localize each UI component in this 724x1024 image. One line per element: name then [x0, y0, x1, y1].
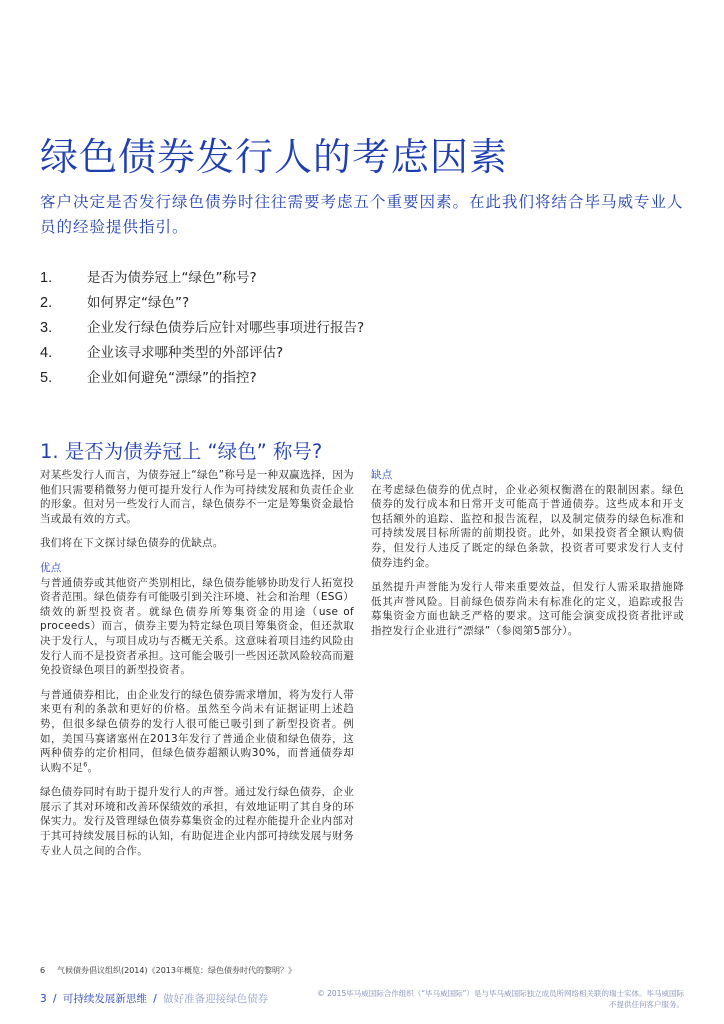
question-list — [40, 266, 688, 391]
list-number: 4. — [40, 345, 53, 361]
body-text: 与普通债券相比，由企业发行的绿色债券需求增加，将为发行人带来更有利的条款和更好的价格。虽然至今尚未有证据证明上述趋势，但很多绿色债券的发行人很可能已吸引到了新型投资者。例如，美国马赛诸塞州在2013年发行了普通企业债和绿色债券，这两种债券的定价相同，但绿色债券超额认购30%，而普通债券却认购不足 — [40, 688, 354, 774]
list-item — [40, 291, 688, 316]
body-paragraph: 绿色债券同时有助于提升发行人的声誉。通过发行绿色债券，企业展示了其对环境和改善环保绩效的承担，有效地证明了其自身的环保实力。发行及管理绿色债券募集资金的过程亦能提升企业内部对于其可持续发展目标的认知，有助促进企业内部可持续发展与财务专业人员之间的合作。 — [40, 786, 354, 857]
footnote-reference: 6 — [83, 760, 88, 769]
advantages-heading: 优点 — [40, 561, 62, 574]
footer-separator: / — [153, 993, 157, 1005]
copyright-notice: © 2015毕马威国际合作组织（“毕马威国际”）是与毕马威国际独立成员所网络相关联的瑞士实体。毕马威国际不提供任何客户服务。 — [317, 989, 684, 1009]
list-text: 如何界定“绿色”? — [87, 295, 190, 311]
list-text: 企业如何避免“漂绿”的指控? — [87, 370, 257, 386]
list-text: 是否为债券冠上“绿色”称号? — [87, 270, 257, 286]
page-footer — [40, 991, 268, 1006]
body-paragraph: 对某些发行人而言，为债券冠上“绿色”称号是一种双赢选择，因为他们只需要稍微努力便可提升发行人作为可持续发展和负责任企业的形象。但对另一些发行人而言，绿色债券不一定是筹集资金最恰当或最有效的方式。 — [40, 469, 354, 525]
list-item — [40, 266, 688, 291]
footnote-text: 气候债券倡议组织(2014)《2013年概览：绿色债券时代的黎明？》 — [57, 966, 296, 975]
footnote-number: 6 — [40, 966, 46, 975]
body-paragraph — [40, 688, 354, 776]
publication-title: 可持续发展新思维 — [62, 993, 147, 1005]
footer-separator: / — [53, 993, 57, 1005]
body-paragraph: 虽然提升声誉能为发行人带来重要效益，但发行人需采取措施降低其声誉风险。目前绿色债券尚未有标准化的定义，追踪或报告募集资金方面也缺乏严格的要求。这可能会演变成投资者批评或指控发行企业进行“漂绿”（参阅第5部分）。 — [371, 581, 684, 637]
body-paragraph: 我们将在下文探讨绿色债券的优缺点。 — [40, 537, 224, 550]
left-column — [40, 468, 354, 868]
page-title: 绿色债券发行人的考虑因素 — [40, 135, 509, 179]
body-paragraph: 与普通债券或其他资产类别相比，绿色债券能够协助发行人拓宽投资者范围。绿色债券有可能吸引到关注环境、社会和治理（ESG）绩效的新型投资者。就绿色债券所筹集资金的用途（use of proceeds）而言，债券主要为特定绿色项目筹集资金，但还款取决于发行人，与项目成功与否概无关系。这意味着项目违约风险由发行人而不是投资者承担。这可能会吸引一些因还款风险较高而避免投资绿色项目的新型投资者。 — [40, 576, 354, 677]
list-number: 1. — [40, 270, 53, 286]
list-number: 2. — [40, 295, 53, 311]
disadvantages-heading: 缺点 — [371, 469, 393, 481]
section-heading: 1. 是否为债券冠上 “绿色” 称号? — [40, 440, 323, 463]
list-item — [40, 316, 688, 341]
list-number: 3. — [40, 320, 53, 336]
right-column — [371, 468, 684, 649]
list-item — [40, 366, 688, 391]
page-number: 3 — [40, 993, 47, 1005]
body-paragraph: 在考虑绿色债券的优点时，企业必须权衡潜在的限制因素。绿色债券的发行成本和日常开支可能高于普通债券。这些成本和开支包括额外的追踪、监控和报告流程，以及制定债券的绿色标准和可持续发展目标所需的前期投资。此外，如果投资者全额认购债券，但发行人违反了既定的绿色条款，投资者可要求发行人支付债券违约金。 — [371, 483, 684, 569]
footnote — [40, 965, 296, 976]
list-text: 企业发行绿色债券后应针对哪些事项进行报告? — [87, 320, 365, 336]
chapter-title: 做好准备迎接绿色债券 — [163, 993, 269, 1005]
intro-paragraph: 客户决定是否发行绿色债券时往往需要考虑五个重要因素。在此我们将结合毕马威专业人员的经验提供指引。 — [40, 193, 684, 236]
list-number: 5. — [40, 370, 53, 386]
list-text: 企业该寻求哪种类型的外部评估? — [87, 345, 284, 361]
body-text: 。 — [87, 761, 99, 774]
list-item — [40, 341, 688, 366]
